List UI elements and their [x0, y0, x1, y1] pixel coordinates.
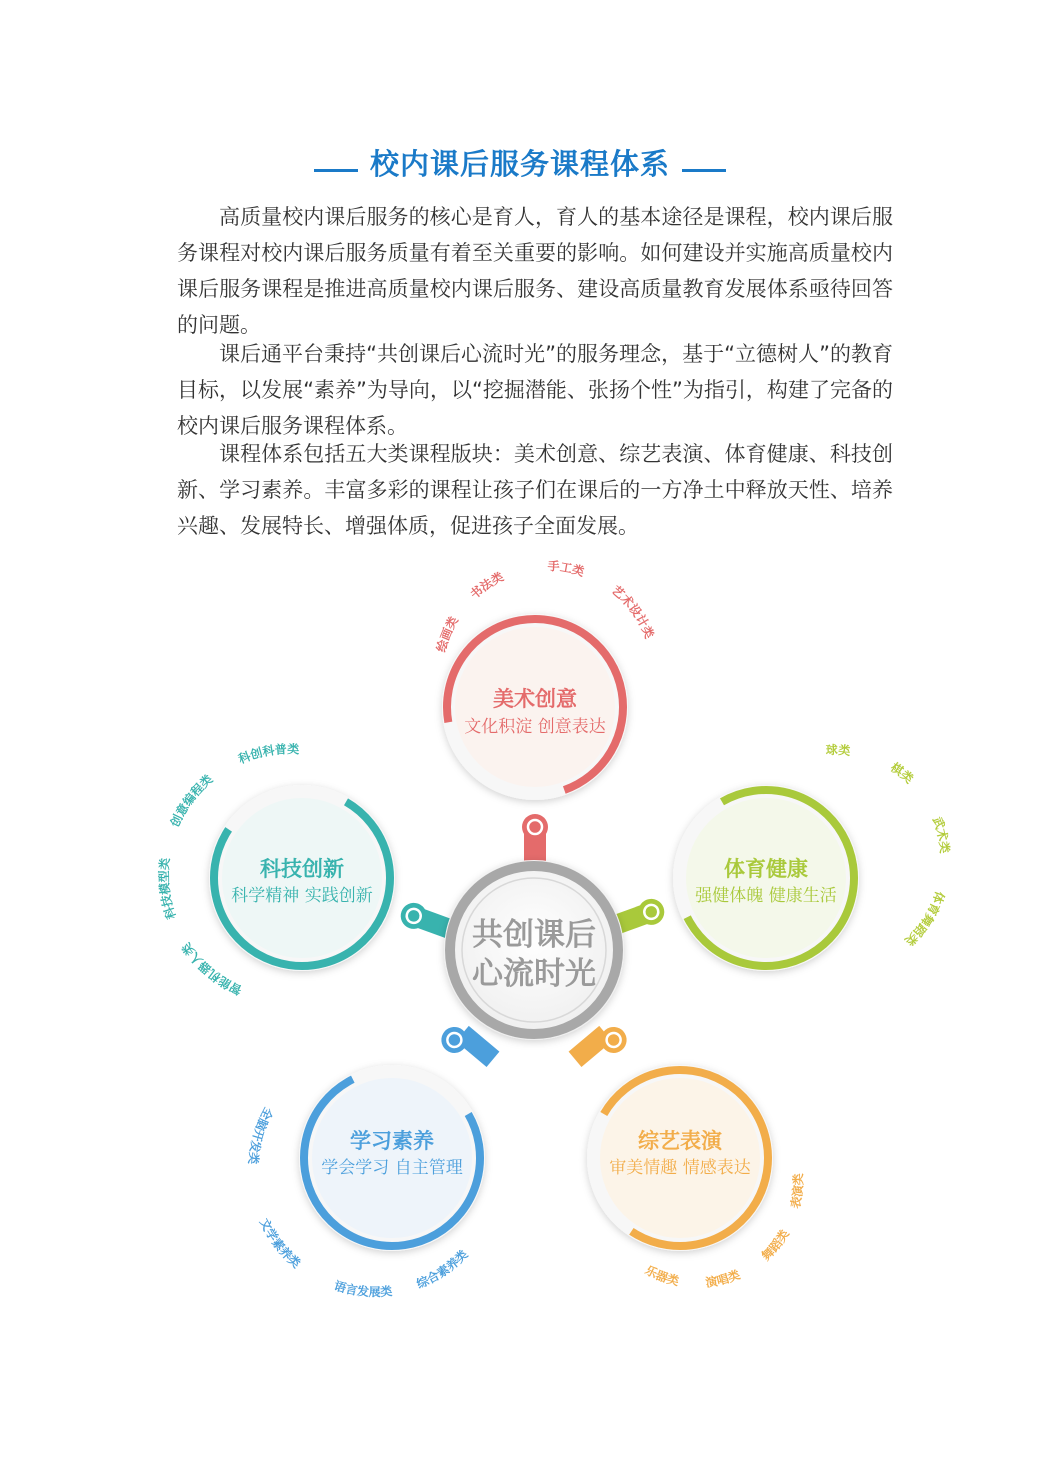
orbit-performance-4: 表演类	[788, 1173, 806, 1210]
orbit-tech-4: 智能机器人类	[179, 940, 245, 998]
module-tech-subtitle: 科学精神 实践创新	[231, 886, 373, 906]
orbit-performance-2: 演唱类	[704, 1267, 742, 1290]
center-line-1: 共创课后	[472, 917, 596, 953]
center-circle	[444, 860, 624, 1040]
center-line-2: 心流时光	[472, 956, 596, 992]
orbit-sports-4: 体育舞蹈类	[902, 889, 947, 949]
module-sports-subtitle: 强健体魄 健康生活	[695, 886, 837, 906]
module-tech	[182, 758, 422, 998]
orbit-sports-2: 棋类	[888, 760, 917, 787]
orbit-sports-1: 球类	[825, 742, 851, 758]
orbit-tech-3: 科技模型类	[157, 857, 179, 921]
module-tech-title: 科技创新	[260, 857, 344, 881]
module-art-subtitle: 文化积淀 创意表达	[464, 717, 606, 737]
module-learning	[272, 1038, 512, 1278]
module-learning-subtitle: 学会学习 自主管理	[321, 1158, 463, 1178]
module-performance-subtitle: 审美情趣 情感表达	[609, 1158, 751, 1178]
module-learning-title: 学习素养	[350, 1129, 434, 1153]
module-art	[433, 605, 637, 809]
module-sports-title: 体育健康	[724, 857, 808, 881]
module-art-title: 美术创意	[493, 687, 577, 711]
paragraph-intro: 高质量校内课后服务的核心是育人，育人的基本途径是课程，校内课后服务课程对校内课后服务质量有着至关重要的影响。如何建设并实施高质量校内课后服务课程是推进高质量校内课后服务、建设高质量教育发展体系亟待回答的问题。	[177, 205, 893, 337]
orbit-learning-2: 文学素养类	[256, 1216, 304, 1271]
orbit-sports-3: 武术类	[929, 815, 952, 855]
module-performance	[560, 1038, 800, 1278]
orbit-tech-1: 科创科普类	[236, 742, 300, 767]
orbit-learning-1: 全脑开发类	[245, 1105, 276, 1165]
paragraph-philosophy: 课后通平台秉持“共创课后心流时光”的服务理念，基于“立德树人”的教育目标，以发展“素养”为导向，以“挖掘潜能、张扬个性”为指引，构建了完备的校内课后服务课程体系。	[177, 342, 893, 438]
page-title: 校内课后服务课程体系	[369, 147, 670, 181]
orbit-performance-3: 舞蹈类	[758, 1227, 792, 1264]
paragraph-modules: 课程体系包括五大类课程版块：美术创意、综艺表演、体育健康、科技创新、学习素养。丰富多彩的课程让孩子们在课后的一方净土中释放天性、培养兴趣、发展特长、增强体质，促进孩子全面发展。	[177, 442, 893, 538]
orbit-art-1: 绘画类	[434, 614, 461, 654]
orbit-performance-1: 乐器类	[642, 1262, 681, 1289]
orbit-art-3: 手工类	[547, 559, 586, 580]
module-performance-title: 综艺表演	[638, 1129, 722, 1153]
orbit-art-4: 艺术设计类	[609, 583, 657, 641]
orbit-learning-3: 语言发展类	[332, 1278, 393, 1300]
connector-art	[522, 814, 548, 862]
orbit-tech-2: 创意编程类	[167, 772, 216, 830]
orbit-learning-4: 综合素养类	[414, 1247, 471, 1292]
orbit-art-2: 书法类	[467, 569, 506, 602]
module-sports	[646, 758, 886, 998]
